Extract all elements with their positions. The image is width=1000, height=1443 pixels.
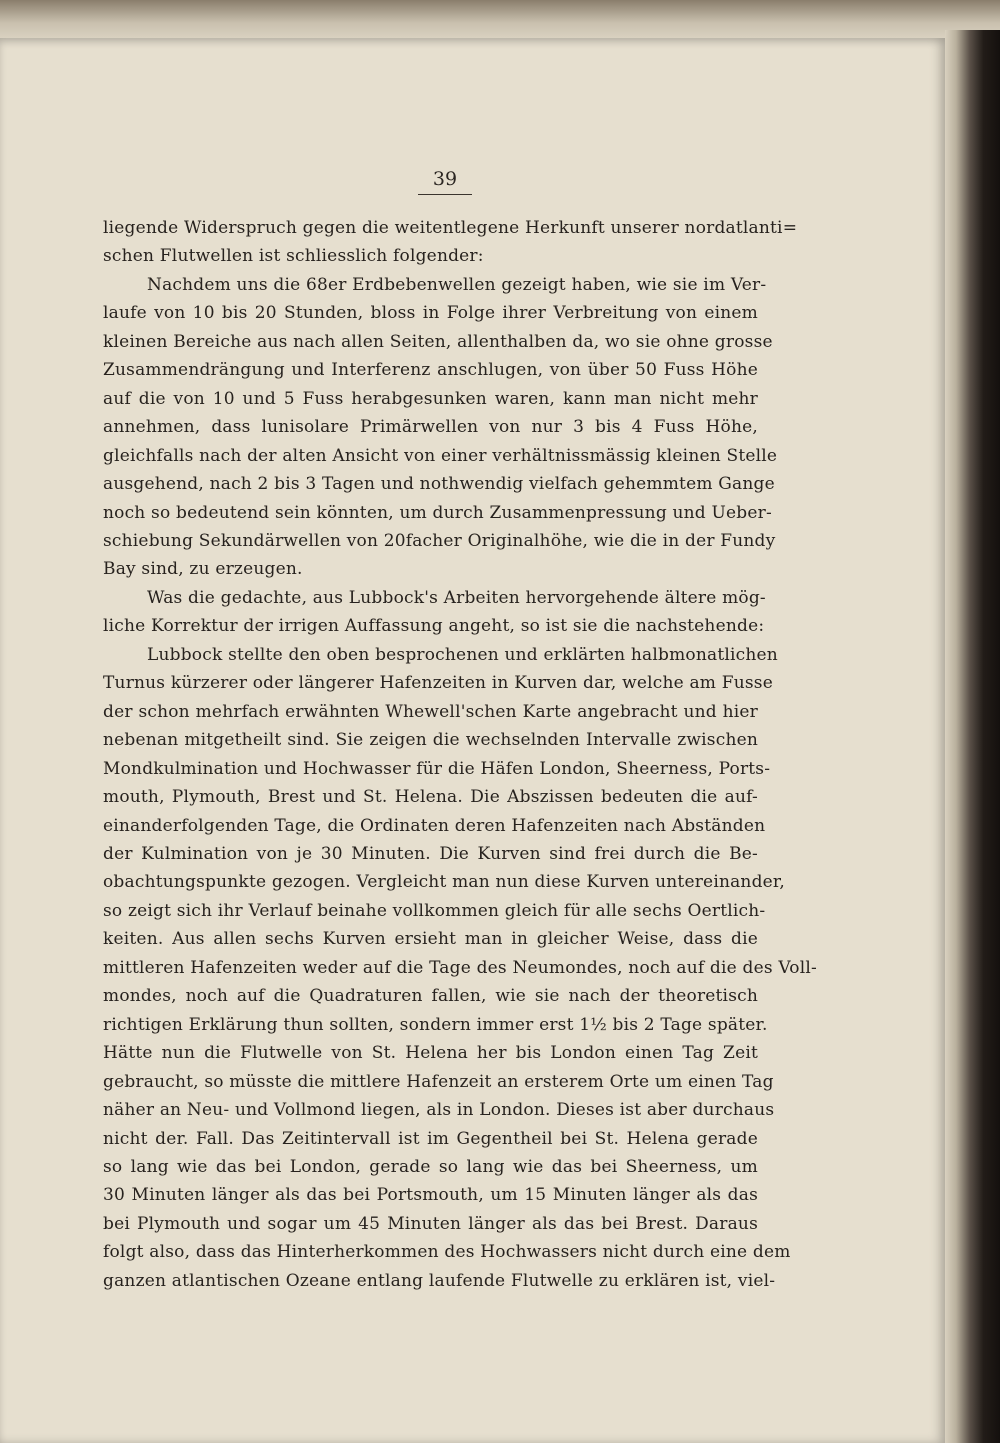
text-line: gebraucht, so müsste die mittlere Hafenzeit an ersterem Orte um einen Tag xyxy=(103,1071,774,1092)
text-line: Turnus kürzerer oder längerer Hafenzeiten in Kurven dar, welche am Fusse xyxy=(103,673,773,694)
text-line: der schon mehrfach erwähnten Whewell'schen Karte angebracht und hier xyxy=(103,701,758,722)
text-line: 30 Minuten länger als das bei Portsmouth, um 15 Minuten länger als das xyxy=(103,1185,758,1206)
text-line: bei Plymouth und sogar um 45 Minuten länger als das bei Brest. Daraus xyxy=(103,1213,758,1234)
text-line: Lubbock stellte den oben besprochenen und erklärten halbmonatlichen xyxy=(147,644,778,665)
text-line: ausgehend, nach 2 bis 3 Tagen und nothwendig vielfach gehemmtem Gange xyxy=(103,474,775,495)
text-line: obachtungspunkte gezogen. Vergleicht man nun diese Kurven untereinander, xyxy=(103,872,785,893)
text-line: gleichfalls nach der alten Ansicht von einer verhältnissmässig kleinen Stelle xyxy=(103,445,778,466)
book-spine-edge xyxy=(945,30,1000,1443)
text-line: Bay sind, zu erzeugen. xyxy=(103,559,303,580)
text-line: nicht der. Fall. Das Zeitintervall ist im Gegentheil bei St. Helena gerade xyxy=(103,1128,758,1149)
text-line: schiebung Sekundärwellen von 20facher Originalhöhe, wie die in der Fundy xyxy=(103,530,776,551)
text-line: ganzen atlantischen Ozeane entlang laufende Flutwelle zu erklären ist, viel- xyxy=(103,1270,776,1291)
text-line: Hätte nun die Flutwelle von St. Helena her bis London einen Tag Zeit xyxy=(103,1043,758,1064)
text-line: Nachdem uns die 68er Erdbebenwellen gezeigt haben, wie sie im Ver- xyxy=(147,274,767,295)
text-line: liegende Widerspruch gegen die weitentlegene Herkunft unserer nordatlanti= xyxy=(103,218,798,238)
text-line: annehmen, dass lunisolare Primärwellen von nur 3 bis 4 Fuss Höhe, xyxy=(103,417,758,438)
text-line: liche Korrektur der irrigen Auffassung angeht, so ist sie die nachstehende: xyxy=(103,616,765,637)
text-line: kleinen Bereiche aus nach allen Seiten, allenthalben da, wo sie ohne grosse xyxy=(103,331,773,352)
text-line: mittleren Hafenzeiten weder auf die Tage des Neumondes, noch auf die des Voll- xyxy=(103,957,817,978)
text-line: folgt also, dass das Hinterherkommen des Hochwassers nicht durch eine dem xyxy=(103,1242,791,1263)
text-line: so zeigt sich ihr Verlauf beinahe vollkommen gleich für alle sechs Oertlich- xyxy=(103,900,766,921)
text-line: laufe von 10 bis 20 Stunden, bloss in Folge ihrer Verbreitung von einem xyxy=(103,303,758,324)
text-line: der Kulmination von je 30 Minuten. Die Kurven sind frei durch die Be- xyxy=(103,843,758,864)
text-line: auf die von 10 und 5 Fuss herabgesunken waren, kann man nicht mehr xyxy=(103,388,758,409)
text-line: Zusammendrängung und Interferenz anschlugen, von über 50 Fuss Höhe xyxy=(103,360,758,381)
text-line: noch so bedeutend sein könnten, um durch Zusammenpressung und Ueber- xyxy=(103,502,772,523)
text-line: richtigen Erklärung thun sollten, sondern immer erst 1½ bis 2 Tage später. xyxy=(103,1014,768,1035)
text-line: mouth, Plymouth, Brest und St. Helena. Die Abszissen bedeuten die auf- xyxy=(103,787,758,808)
book-top-edge xyxy=(0,0,1000,38)
body-text xyxy=(103,214,817,1295)
text-line: Mondkulmination und Hochwasser für die Häfen London, Sheerness, Ports- xyxy=(103,758,771,779)
text-line: näher an Neu- und Vollmond liegen, als in London. Dieses ist aber durchaus xyxy=(103,1100,775,1121)
text-line: einanderfolgenden Tage, die Ordinaten deren Hafenzeiten nach Abständen xyxy=(103,815,766,836)
page-number: 39 xyxy=(418,168,472,195)
text-line: schen Flutwellen ist schliesslich folgender: xyxy=(103,246,484,267)
text-line: mondes, noch auf die Quadraturen fallen, wie sie nach der theoretisch xyxy=(103,986,758,1007)
text-line: so lang wie das bei London, gerade so lang wie das bei Sheerness, um xyxy=(103,1156,758,1177)
text-line: nebenan mitgetheilt sind. Sie zeigen die wechselnden Intervalle zwischen xyxy=(103,730,758,751)
text-line: keiten. Aus allen sechs Kurven ersieht man in gleicher Weise, dass die xyxy=(103,929,758,950)
text-line: Was die gedachte, aus Lubbock's Arbeiten hervorgehende ältere mög- xyxy=(147,587,766,608)
